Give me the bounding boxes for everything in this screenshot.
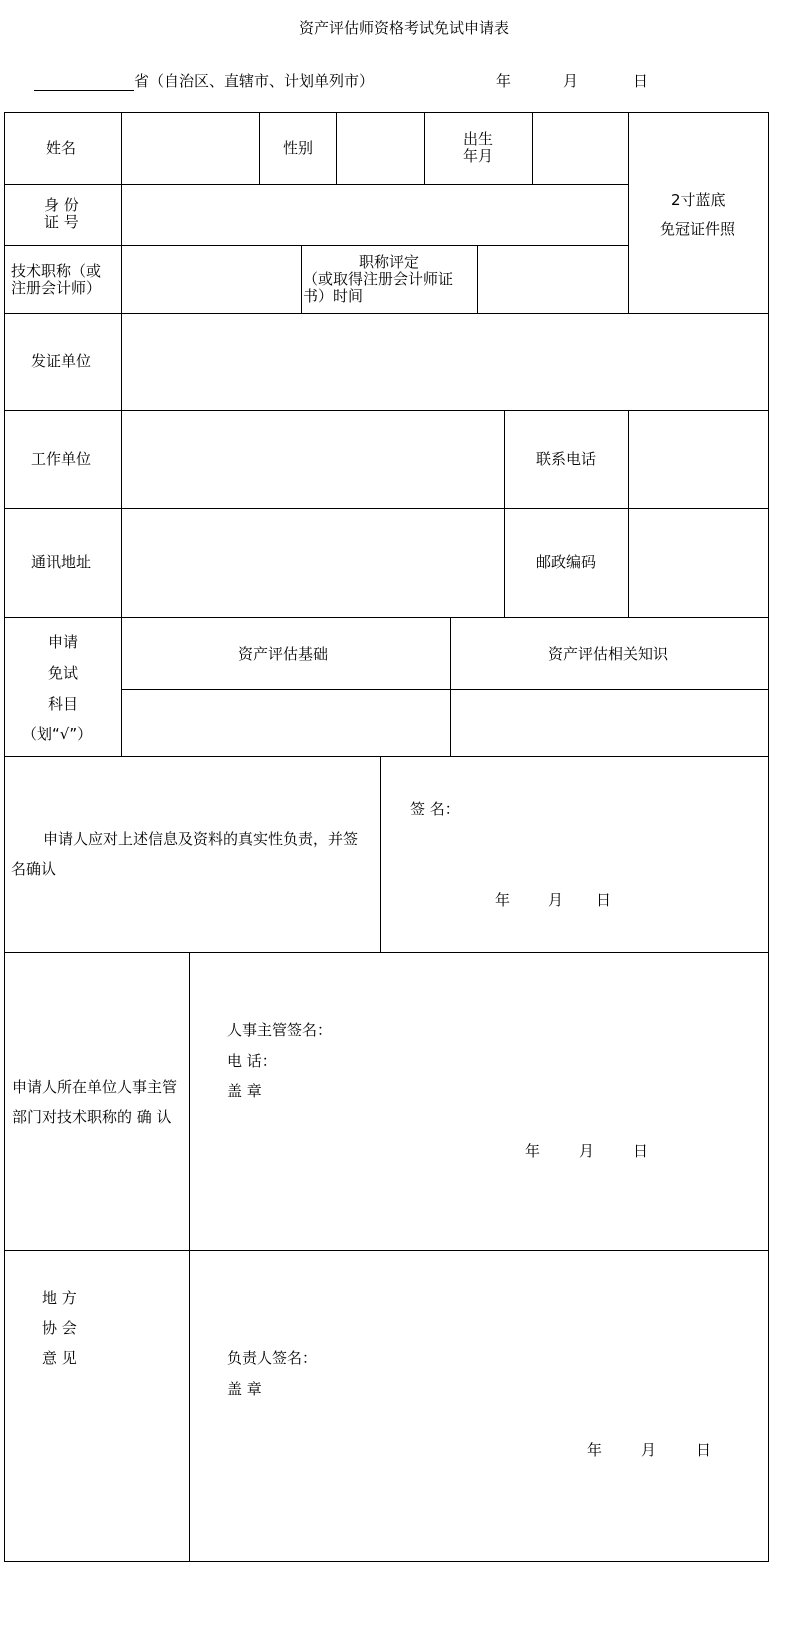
hr-month: 月 [579,1142,595,1160]
gender-label: 性别 [283,139,314,157]
hr-day: 日 [633,1142,649,1160]
phone-label: 联系电话 [536,450,597,468]
address-label: 通讯地址 [31,553,92,571]
title-date-field[interactable] [479,247,627,312]
hr-signature-field[interactable] [335,1015,735,1105]
birth-label-line2: 年月 [463,147,494,165]
postcode-field[interactable] [630,510,767,616]
form-title: 资产评估师资格考试免试申请表 [298,19,509,37]
declaration-sign-label: 签 名： [410,800,460,818]
phone-field[interactable] [630,412,767,507]
hr-sign-label: 人事主管签名： [227,1021,333,1039]
header-day: 日 [633,72,649,90]
title-field[interactable] [123,247,300,312]
title-date-label-line3: 书）时间 [303,287,364,305]
declaration-year: 年 [495,891,511,909]
province-blank[interactable] [34,90,134,91]
association-sign-label: 负责人签名： [227,1349,318,1367]
hr-label-line2: 部门对技术职称的 确 认 [12,1108,172,1126]
gender-field[interactable] [338,114,423,183]
association-day: 日 [696,1441,712,1459]
declaration-text-line2: 名确认 [11,860,57,878]
declaration-signature-field[interactable] [470,790,750,820]
subject-basic-label: 资产评估基础 [238,645,329,663]
id-label-line2: 证 号 [44,213,79,231]
hr-phone-label: 电 话： [227,1052,277,1070]
exempt-label-line4: （划“√”） [22,725,93,743]
association-year: 年 [587,1441,603,1459]
birth-label-line1: 出生 [463,130,494,148]
id-number-field[interactable] [123,186,627,244]
subject-related-label: 资产评估相关知识 [548,645,669,663]
title-label-line2: 注册会计师） [11,279,102,297]
association-signature-field[interactable] [320,1343,740,1403]
address-field[interactable] [123,510,503,616]
declaration-day: 日 [596,891,612,909]
exempt-label-line1: 申请 [48,633,79,651]
province-suffix: 省（自治区、直辖市、计划单列市） [134,72,375,90]
photo-label-line2: 免冠证件照 [660,220,736,238]
photo-label-line1: 2寸蓝底 [671,191,726,209]
hr-label-line1: 申请人所在单位人事主管 [12,1078,178,1096]
association-label-line2: 协 会 [42,1319,77,1337]
hr-year: 年 [525,1142,541,1160]
header-year: 年 [496,72,512,90]
title-date-label-line1: 职称评定 [359,253,420,271]
title-date-label-line2: （或取得注册会计师证 [303,270,454,288]
subject-basic-checkbox[interactable] [123,691,449,755]
declaration-text-line1: 申请人应对上述信息及资料的真实性负责，并签 [43,830,359,848]
subject-related-checkbox[interactable] [452,691,767,755]
postcode-label: 邮政编码 [536,553,597,571]
declaration-month: 月 [548,891,564,909]
id-label-line1: 身 份 [44,196,79,214]
name-field[interactable] [123,114,258,183]
title-label-line1: 技术职称（或 [11,262,102,280]
birth-field[interactable] [534,114,627,183]
name-label: 姓名 [46,139,77,157]
association-label-line1: 地 方 [42,1289,77,1307]
issuer-field[interactable] [123,315,767,409]
header-month: 月 [563,72,579,90]
exempt-label-line3: 科目 [48,695,79,713]
association-month: 月 [641,1441,657,1459]
issuer-label: 发证单位 [31,352,92,370]
hr-seal-label: 盖 章 [227,1082,262,1100]
workplace-field[interactable] [123,412,503,507]
workplace-label: 工作单位 [31,450,92,468]
association-seal-label: 盖 章 [227,1380,262,1398]
exempt-label-line2: 免试 [48,664,79,682]
association-label-line3: 意 见 [42,1349,77,1367]
